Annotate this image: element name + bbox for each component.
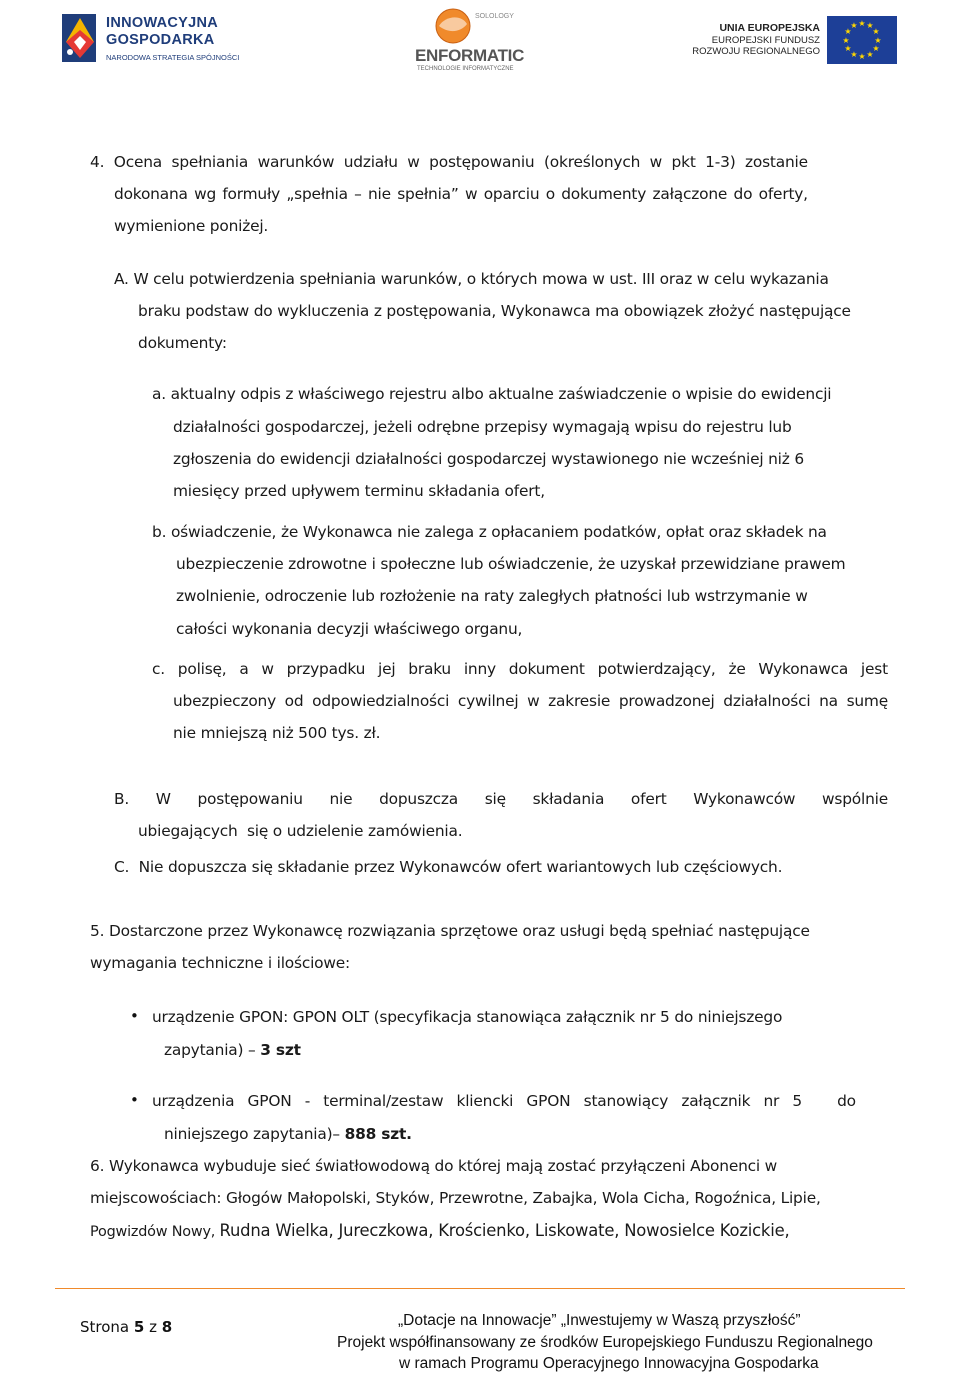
word: 1-3)	[705, 153, 736, 171]
word: nie	[367, 185, 391, 203]
word: ubezpieczony	[173, 692, 277, 710]
word: B.	[114, 790, 130, 808]
footer-line2: Projekt współfinansowany ze środków Europejskiego Funduszu Regionalnego	[337, 1334, 873, 1351]
word: postępowaniu	[429, 153, 535, 171]
word: w	[464, 185, 478, 203]
word: braku	[408, 660, 451, 678]
word: (określonych	[543, 153, 641, 171]
pA-line1: A. W celu potwierdzenia spełniania warunków, o których mowa w ust. III oraz w celu wykazania	[114, 270, 829, 288]
word: formuły	[222, 185, 281, 203]
word: do	[837, 1092, 856, 1110]
enformatic-logo	[405, 4, 525, 76]
p4-line3: wymienione poniżej.	[114, 217, 269, 235]
word: Wykonawców	[693, 790, 796, 808]
eu-line1: UNIA EUROPEJSKA	[719, 22, 820, 34]
page-label: Strona	[80, 1318, 130, 1336]
bullet1-line2	[164, 1041, 301, 1059]
word: załącznik	[681, 1092, 751, 1110]
word: –	[354, 185, 362, 203]
bullet1-quantity: 3 szt	[260, 1041, 301, 1059]
word: działalności	[723, 692, 811, 710]
p6-line3-part2: Rudna Wielka, Jureczkowa, Krościenko, Liskowate, Nowosielce Kozickie,	[219, 1221, 790, 1240]
page-separator: z	[149, 1318, 157, 1336]
word: udziału	[343, 153, 398, 171]
pb-line4: całości wykonania decyzji właściwego organu,	[176, 620, 523, 638]
footer-line1: „Dotacje na Innowacje” „Inwestujemy w Waszą przyszłość”	[398, 1312, 801, 1329]
word: zakresie	[548, 692, 611, 710]
word: -	[304, 1092, 311, 1110]
word: dokumenty	[561, 185, 647, 203]
pb-line3: zwolnienie, odroczenie lub rozłożenie na raty zaległych płatności lub wstrzymanie w	[176, 587, 808, 605]
word: zostanie	[745, 153, 808, 171]
svg-text:★: ★	[858, 19, 866, 28]
word: wg	[194, 185, 217, 203]
logo-left-line3: NARODOWA STRATEGIA SPÓJNOŚCI	[106, 53, 240, 62]
bullet2-quantity: 888 szt.	[344, 1125, 412, 1143]
word: w	[649, 153, 663, 171]
pa-line4: miesięcy przed upływem terminu składania ofert,	[173, 482, 545, 500]
eu-line2: EUROPEJSKI FUNDUSZ	[711, 35, 820, 46]
svg-text:★: ★	[872, 27, 880, 36]
pc-line2	[173, 692, 888, 710]
word: c.	[152, 660, 165, 678]
pb-line2: ubezpieczenie zdrowotne i społeczne lub oświadczenie, że uzyskał przewidziane prawem	[176, 555, 846, 573]
pa-line2: działalności gospodarczej, jeżeli odrębne przepisy wymagają wpisu do rejestru lub	[173, 418, 792, 436]
footer-line3: w ramach Programu Operacyjnego Innowacyjna Gospodarka	[399, 1355, 819, 1372]
pA-line2: braku podstaw do wykluczenia z postępowania, Wykonawca ma obowiązek złożyć następujące	[138, 302, 851, 320]
word: warunków	[257, 153, 335, 171]
word: sumę	[846, 692, 888, 710]
word: kliencki	[456, 1092, 514, 1110]
word: spełnia”	[397, 185, 459, 203]
word: stanowiący	[583, 1092, 669, 1110]
footer-divider	[55, 1288, 905, 1289]
pc-line3: nie mniejszą niż 500 tys. zł.	[173, 724, 381, 742]
word: wspólnie	[822, 790, 888, 808]
eu-logo	[690, 14, 900, 66]
word: dokument	[508, 660, 585, 678]
word: polisę,	[177, 660, 227, 678]
svg-text:★: ★	[872, 44, 880, 53]
svg-text:★: ★	[874, 36, 882, 45]
word: dokonana	[114, 185, 188, 203]
p4-line2	[114, 185, 808, 203]
word: się	[484, 790, 506, 808]
svg-text:★: ★	[866, 21, 874, 30]
logo-left-line1: INNOWACYJNA	[106, 15, 219, 31]
word: oferty,	[758, 185, 808, 203]
word: w	[527, 692, 540, 710]
bullet-icon: •	[130, 1007, 139, 1025]
p6-line2: miejscowościach: Głogów Małopolski, Styków, Przewrotne, Zabajka, Wola Cicha, Rogoźnica, Lipie,	[90, 1189, 821, 1207]
word: że	[728, 660, 746, 678]
svg-text:★: ★	[842, 36, 850, 45]
p6-line3	[90, 1221, 789, 1240]
logo-left-line2: GOSPODARKA	[106, 32, 215, 48]
word: ofert	[630, 790, 667, 808]
bullet1-line2-text: zapytania) –	[164, 1041, 261, 1059]
header	[0, 0, 960, 80]
word: Ocena	[113, 153, 163, 171]
word: nie	[329, 790, 353, 808]
page-total: 8	[161, 1318, 173, 1336]
innowacyjna-logo-icon	[60, 12, 100, 64]
pa-line3: zgłoszenia do ewidencji działalności gospodarczej wystawionego nie wcześniej niż 6	[173, 450, 804, 468]
word: GPON	[247, 1092, 292, 1110]
pc-line1	[152, 660, 888, 678]
word: na	[819, 692, 838, 710]
word: jej	[378, 660, 396, 678]
pC-line1: C. Nie dopuszcza się składanie przez Wykonawców ofert wariantowych lub częściowych.	[114, 858, 783, 876]
enformatic-arc-text: SOLOLOGY	[475, 13, 514, 20]
page-counter	[80, 1318, 172, 1336]
word: „spełnia	[286, 185, 348, 203]
svg-text:★: ★	[858, 52, 866, 61]
word: 5	[792, 1092, 802, 1110]
eu-flag-icon	[827, 16, 897, 64]
word: dopuszcza	[379, 790, 459, 808]
word: a	[239, 660, 249, 678]
bullet-icon: •	[130, 1091, 139, 1109]
bullet2-line2	[164, 1125, 412, 1143]
bullet2-line1	[152, 1092, 856, 1110]
p4-line1	[90, 153, 808, 171]
word: składania	[532, 790, 605, 808]
enformatic-tagline: TECHNOLOGIE INFORMATYCZNE	[417, 66, 514, 72]
innowacyjna-gospodarka-logo	[60, 12, 240, 68]
pa-line1: a. aktualny odpis z właściwego rejestru albo aktualne zaświadczenie o wpisie do ewidencji	[152, 385, 832, 403]
word: 4.	[90, 153, 105, 171]
bullet1-line1: urządzenie GPON: GPON OLT (specyfikacja stanowiąca załącznik nr 5 do niniejszego	[152, 1008, 783, 1026]
word: cywilnej	[457, 692, 519, 710]
enformatic-name: ENFORMATIC	[415, 46, 525, 65]
word: urządzenia	[152, 1092, 235, 1110]
eu-line3: ROZWOJU REGIONALNEGO	[692, 46, 820, 57]
svg-text:★: ★	[850, 50, 858, 59]
word: oparciu	[483, 185, 540, 203]
word: jest	[860, 660, 888, 678]
globe-icon	[405, 4, 515, 48]
p5-line2: wymagania techniczne i ilościowe:	[90, 954, 351, 972]
word: W	[155, 790, 171, 808]
word: odpowiedzialności	[312, 692, 450, 710]
p6-line3-part1: Pogwizdów Nowy,	[90, 1224, 220, 1240]
word: przypadku	[286, 660, 366, 678]
word: prowadzonej	[618, 692, 715, 710]
svg-text:★: ★	[866, 50, 874, 59]
word: od	[284, 692, 304, 710]
word: w	[407, 153, 420, 171]
p5-line1: 5. Dostarczone przez Wykonawcę rozwiązania sprzętowe oraz usługi będą spełniać następujące	[90, 922, 810, 940]
word: nr	[763, 1092, 780, 1110]
page-number: 5	[133, 1318, 145, 1336]
word: terminal/zestaw	[323, 1092, 444, 1110]
word: potwierdzający,	[597, 660, 716, 678]
word: GPON	[526, 1092, 571, 1110]
word: spełniania	[171, 153, 249, 171]
word: postępowaniu	[197, 790, 303, 808]
pB-line1	[114, 790, 888, 808]
pA-line3: dokumenty:	[138, 334, 227, 352]
svg-text:★: ★	[844, 27, 852, 36]
svg-text:★: ★	[850, 21, 858, 30]
word: do	[733, 185, 753, 203]
word: w	[261, 660, 274, 678]
pB-line2: ubiegających się o udzielenie zamówienia.	[138, 822, 463, 840]
word: o	[545, 185, 555, 203]
bullet2-line2-text: niniejszego zapytania)–	[164, 1125, 345, 1143]
p6-line1: 6. Wykonawca wybuduje sieć światłowodową do której mają zostać przyłączeni Abonenci w	[90, 1157, 778, 1175]
word: Wykonawca	[758, 660, 849, 678]
svg-text:★: ★	[844, 44, 852, 53]
pb-line1: b. oświadczenie, że Wykonawca nie zalega z opłacaniem podatków, opłat oraz składek na	[152, 523, 827, 541]
word: inny	[463, 660, 496, 678]
word: pkt	[671, 153, 696, 171]
word: załączone	[652, 185, 728, 203]
